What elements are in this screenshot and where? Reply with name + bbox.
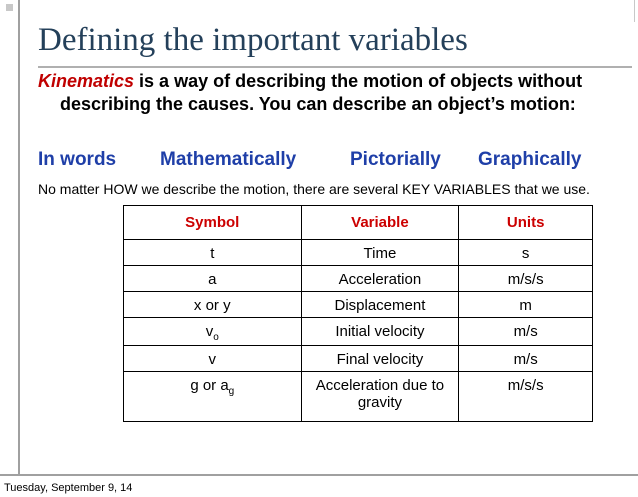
cell-units: s: [459, 240, 593, 266]
table-row: [124, 346, 593, 372]
cell-symbol: x or y: [124, 292, 302, 318]
cell-variable: Final velocity: [301, 346, 459, 372]
cell-units: m: [459, 292, 593, 318]
cell-symbol: v: [124, 346, 302, 372]
table-row: [124, 372, 593, 422]
table-row: [124, 240, 593, 266]
table-row: [124, 266, 593, 292]
slide-frame-bottom: [0, 474, 638, 476]
intro-text: is a way of describing the motion of objects without describing the causes. You can describe an object’s motion:: [60, 71, 583, 114]
symbol-subscript: g: [228, 386, 235, 397]
slide-title: Defining the important variables: [38, 22, 468, 58]
cell-units: m/s: [459, 346, 593, 372]
way-mathematically: Mathematically: [160, 149, 297, 170]
cell-symbol: [124, 372, 302, 422]
title-underline: [38, 66, 632, 68]
cell-variable: Initial velocity: [301, 318, 459, 346]
corner-square-icon: [6, 4, 13, 11]
table-header-row: [124, 206, 593, 240]
table-row: [124, 292, 593, 318]
slide-frame-right: [634, 0, 635, 22]
way-pictorially: Pictorially: [350, 149, 441, 170]
cell-variable: Acceleration due to gravity: [301, 372, 459, 422]
intro-paragraph: [38, 70, 630, 116]
cell-units: m/s/s: [459, 266, 593, 292]
cell-variable: Acceleration: [301, 266, 459, 292]
cell-variable: Displacement: [301, 292, 459, 318]
table-row: [124, 318, 593, 346]
cell-units: m/s: [459, 318, 593, 346]
note-text: No matter HOW we describe the motion, there are several KEY VARIABLES that we use.: [38, 181, 590, 197]
variables-table: [123, 205, 593, 422]
cell-units: m/s/s: [459, 372, 593, 422]
cell-symbol: [124, 318, 302, 346]
way-graphically: Graphically: [478, 149, 582, 170]
footer-date: Tuesday, September 9, 14: [4, 482, 133, 494]
cell-variable: Time: [301, 240, 459, 266]
symbol-subscript: o: [213, 332, 219, 343]
symbol-base: v: [205, 323, 214, 340]
way-words: In words: [38, 149, 117, 170]
intro-keyword: Kinematics: [38, 71, 135, 91]
slide-frame-left: [18, 0, 20, 476]
header-variable: Variable: [301, 206, 459, 240]
symbol-base: g or a: [190, 377, 229, 394]
header-units: Units: [459, 206, 593, 240]
cell-symbol: a: [124, 266, 302, 292]
header-symbol: Symbol: [124, 206, 302, 240]
cell-symbol: t: [124, 240, 302, 266]
